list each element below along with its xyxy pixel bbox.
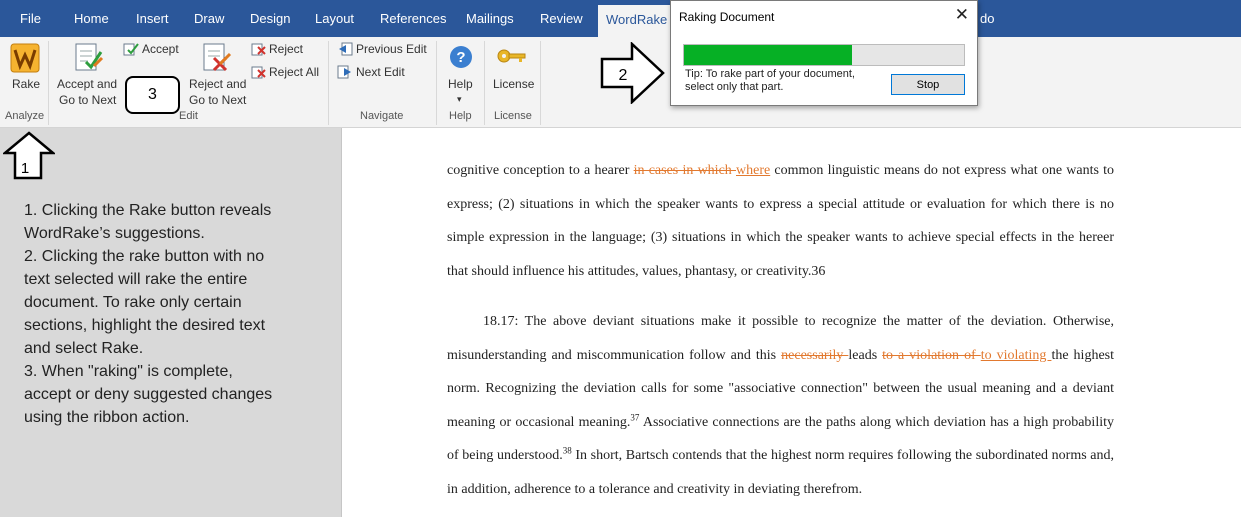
previous-edit-button[interactable]: Previous Edit bbox=[356, 42, 427, 56]
reject-all-button[interactable]: Reject All bbox=[269, 65, 320, 79]
accept-document-icon bbox=[72, 42, 104, 74]
next-edit-button[interactable]: Next Edit bbox=[356, 65, 405, 79]
tab-layout[interactable]: Layout bbox=[315, 11, 355, 26]
document-text: Associative connections are the paths along which deviation has a high probability of being understood. bbox=[447, 414, 1114, 464]
wordrake-logo-icon bbox=[10, 43, 40, 73]
group-label-edit: Edit bbox=[179, 110, 198, 122]
group-divider bbox=[484, 41, 485, 125]
group-divider bbox=[540, 41, 541, 125]
tab-mailings[interactable]: Mailings bbox=[466, 11, 514, 26]
accept-icon[interactable] bbox=[123, 42, 139, 56]
footnote-ref[interactable]: 37 bbox=[630, 412, 640, 423]
document-text: cognitive conception to a hearer bbox=[447, 163, 634, 178]
document-paragraph-2[interactable] bbox=[447, 305, 1114, 507]
group-divider bbox=[48, 41, 49, 125]
instruction-line: accept or deny suggested changes bbox=[24, 386, 273, 403]
instruction-line: 1. Clicking the Rake button reveals bbox=[24, 202, 272, 219]
tab-design[interactable]: Design bbox=[250, 11, 291, 26]
instruction-line: 2. Clicking the rake button with no bbox=[24, 248, 265, 265]
group-label-license: License bbox=[494, 110, 532, 122]
group-divider bbox=[328, 41, 329, 125]
reject-icon[interactable] bbox=[251, 42, 267, 56]
callout-one-label: 1 bbox=[20, 160, 30, 177]
progress-fill bbox=[684, 45, 852, 65]
help-dropdown-icon[interactable]: ▾ bbox=[457, 94, 462, 104]
rake-progress-bar bbox=[683, 44, 965, 66]
group-divider bbox=[436, 41, 437, 125]
document-paragraph-1[interactable] bbox=[447, 154, 1114, 288]
accept-next-label-1[interactable]: Accept and bbox=[57, 77, 118, 91]
accept-next-label-2[interactable]: Go to Next bbox=[59, 93, 117, 107]
callout-three: 3 bbox=[125, 76, 180, 114]
license-key-icon[interactable] bbox=[497, 47, 527, 65]
instruction-line: and select Rake. bbox=[24, 340, 144, 357]
reject-next-label-2[interactable]: Go to Next bbox=[189, 93, 247, 107]
instruction-line: text selected will rake the entire bbox=[24, 271, 248, 288]
group-label-navigate: Navigate bbox=[360, 110, 404, 122]
rake-label[interactable]: Rake bbox=[12, 77, 41, 91]
suggested-deletion[interactable]: necessarily bbox=[781, 347, 849, 363]
suggested-insertion[interactable]: where bbox=[736, 163, 771, 178]
dialog-title: Raking Document bbox=[679, 10, 775, 24]
group-label-help: Help bbox=[449, 110, 472, 122]
callout-two-label: 2 bbox=[618, 67, 628, 84]
raking-document-dialog bbox=[670, 0, 978, 106]
dialog-tip bbox=[685, 68, 855, 93]
reject-all-icon[interactable] bbox=[251, 65, 267, 79]
reject-next-label-1[interactable]: Reject and bbox=[189, 77, 247, 91]
tab-draw[interactable]: Draw bbox=[194, 11, 225, 26]
document-page[interactable] bbox=[343, 128, 1241, 517]
tab-references[interactable]: References bbox=[380, 11, 447, 26]
document-text: 18.17: The above deviant situations make it possible to recognize the matter of the deviation. Otherwise, misunderstanding and miscommunication follow and this bbox=[447, 314, 1114, 363]
suggested-insertion[interactable]: to violating bbox=[980, 347, 1052, 363]
instructions-text bbox=[24, 199, 324, 429]
suggested-deletion[interactable]: to a violation of bbox=[882, 347, 981, 363]
accept-button[interactable]: Accept bbox=[142, 42, 179, 56]
instruction-line: document. To rake only certain bbox=[24, 294, 242, 311]
tab-review[interactable]: Review bbox=[540, 11, 583, 26]
help-icon[interactable] bbox=[449, 45, 473, 69]
help-button[interactable]: Help bbox=[448, 77, 473, 91]
close-icon[interactable]: ✕ bbox=[954, 5, 969, 24]
instruction-line: using the ribbon action. bbox=[24, 409, 190, 426]
document-text: In short, Bartsch contends that the highest norm requires following the subordinated norms and, in addition, adherence to a tolerance and creativity in deviating therefrom. bbox=[447, 448, 1115, 497]
document-text: common linguistic means do not express what one wants to express; (2) situations in which the speaker wants to express a special attitude or evaluation for which there is no simple expression in the language; (3) situations in which the speaker wants to achieve special effects in the hereer that should influence his attitudes, values, phantasy, or creativity.36 bbox=[447, 163, 1115, 279]
tab-file[interactable]: File bbox=[20, 11, 41, 26]
callout-arrow-one bbox=[3, 131, 55, 181]
instruction-line: 3. When "raking" is complete, bbox=[24, 363, 233, 380]
tip-line-2: select only that part. bbox=[685, 80, 784, 93]
callout-arrow-two bbox=[600, 42, 666, 104]
reject-and-go-to-next-button[interactable] bbox=[200, 42, 232, 79]
stop-button[interactable]: Stop bbox=[891, 74, 965, 95]
tab-home[interactable]: Home bbox=[74, 11, 109, 26]
reject-button[interactable]: Reject bbox=[269, 42, 304, 56]
instruction-line: sections, highlight the desired text bbox=[24, 317, 266, 334]
ribbon-tab-bar bbox=[0, 0, 1241, 37]
document-text: leads bbox=[848, 347, 883, 363]
reject-document-icon bbox=[200, 42, 232, 74]
rake-button[interactable] bbox=[10, 43, 40, 78]
tip-line-1: Tip: To rake part of your document, bbox=[685, 68, 855, 80]
instruction-panel bbox=[0, 128, 342, 517]
instruction-line: WordRake’s suggestions. bbox=[24, 225, 205, 242]
group-label-analyze: Analyze bbox=[5, 110, 45, 122]
next-edit-icon[interactable] bbox=[337, 65, 353, 79]
footnote-ref[interactable]: 38 bbox=[562, 445, 572, 456]
license-button[interactable]: License bbox=[493, 77, 535, 91]
tab-wordrake[interactable]: WordRake bbox=[598, 5, 675, 37]
tab-insert[interactable]: Insert bbox=[136, 11, 169, 26]
svg-text:?: ? bbox=[456, 49, 466, 66]
accept-and-go-to-next-button[interactable] bbox=[72, 42, 104, 79]
previous-edit-icon[interactable] bbox=[337, 42, 353, 56]
tab-partial-text: do bbox=[980, 11, 995, 26]
document-text: the highest norm. Recognizing the deviation calls for some "associative connection" between the usual meaning and a deviant meaning or occasional meaning. bbox=[447, 347, 1114, 430]
suggested-deletion[interactable]: in cases in which bbox=[633, 163, 736, 178]
